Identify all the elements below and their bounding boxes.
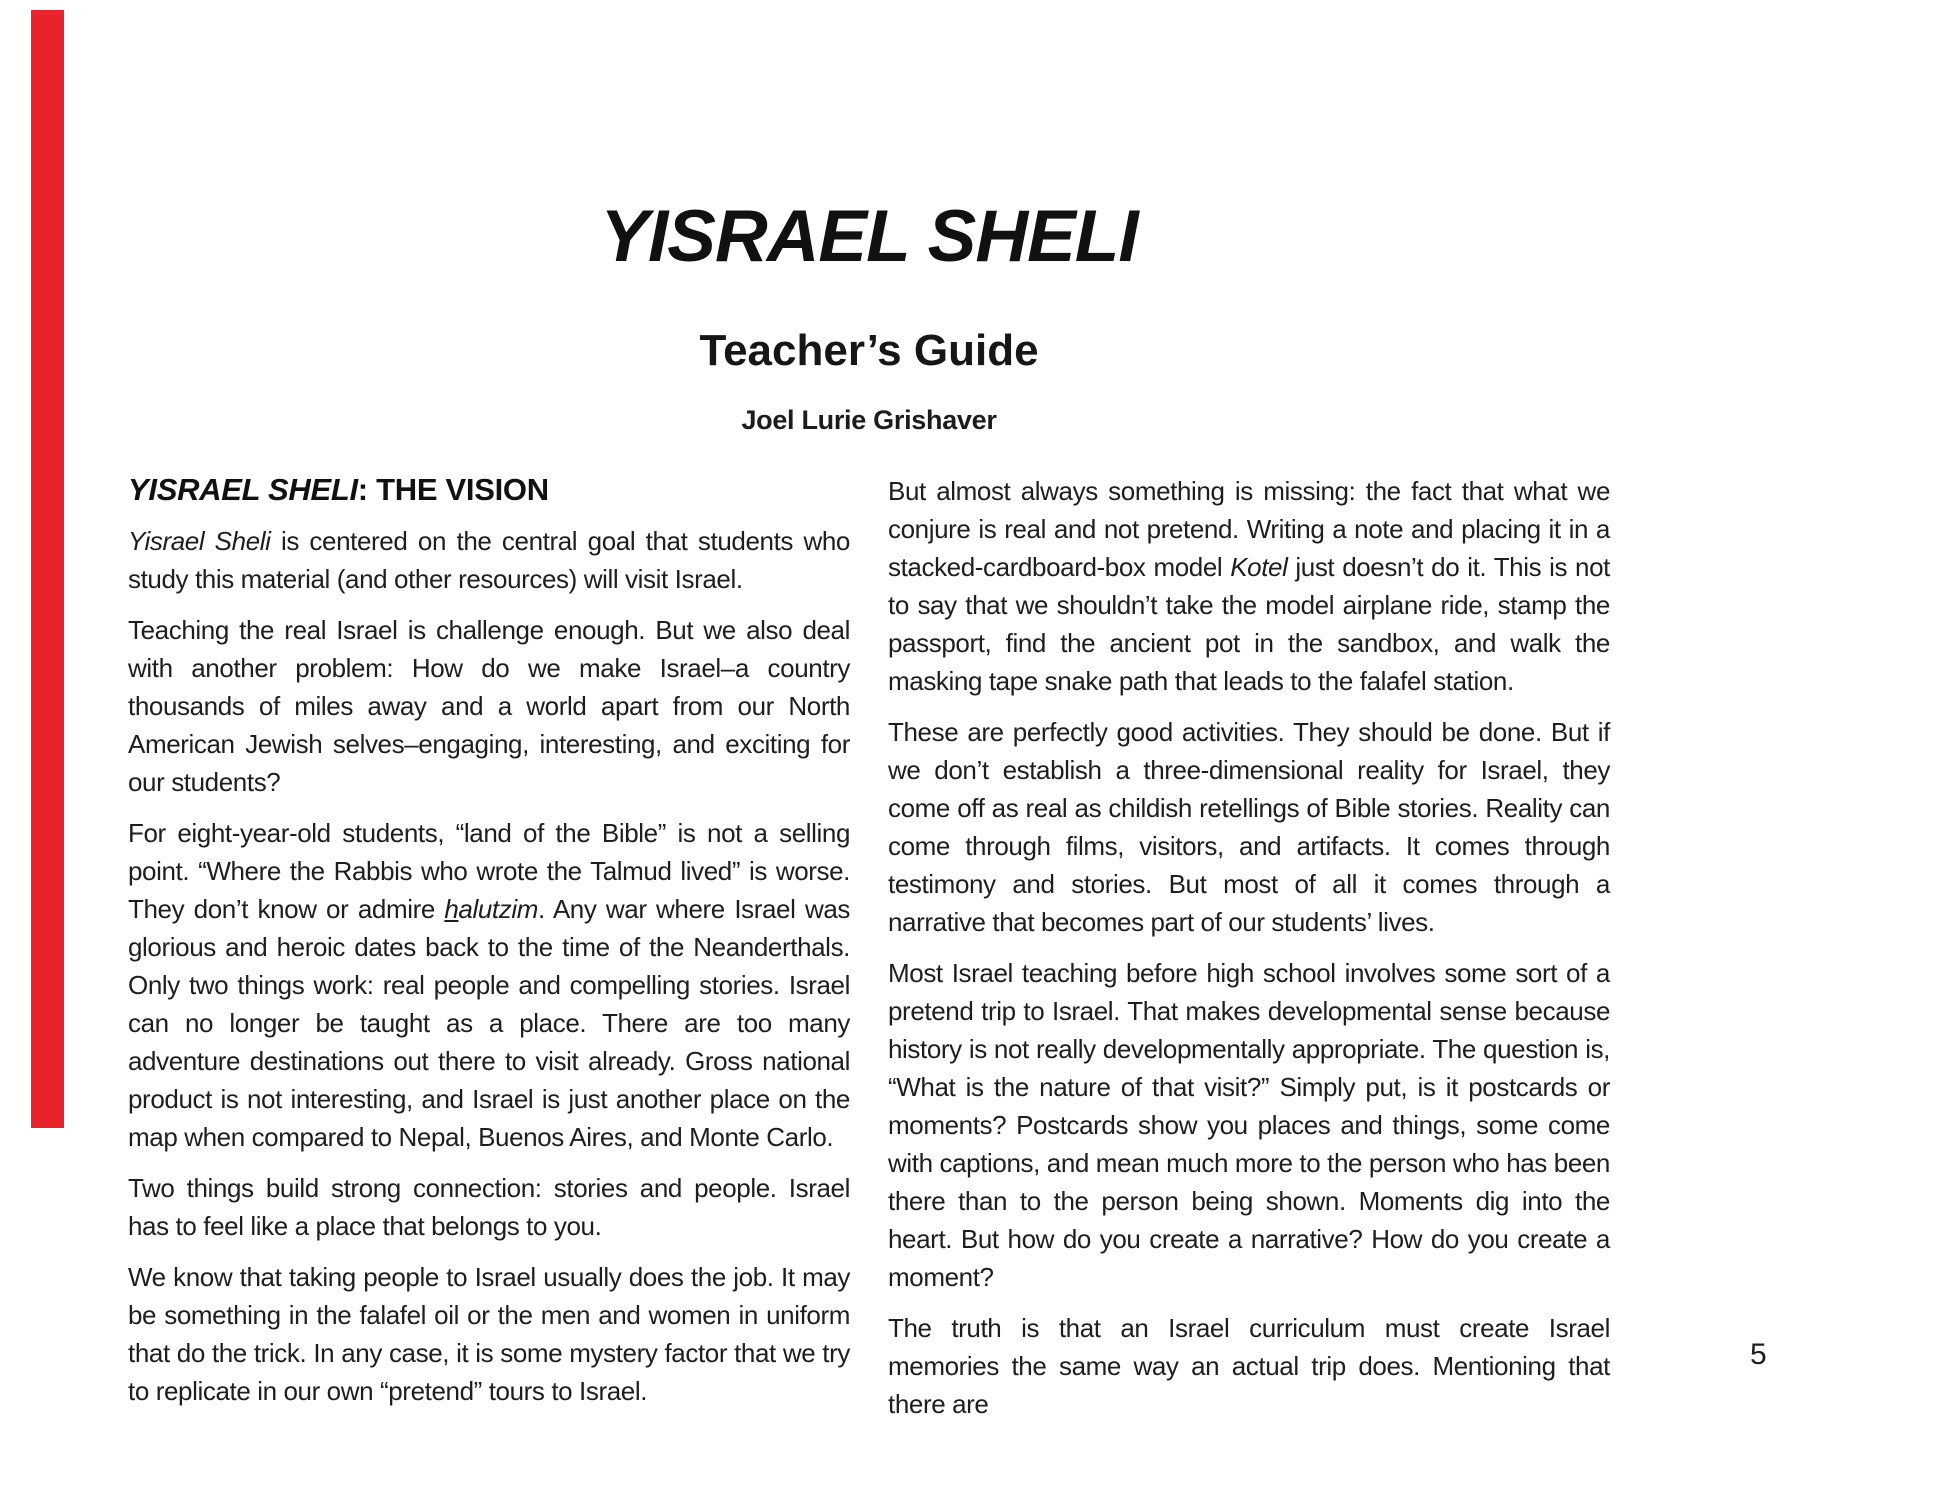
text-segment: h [444, 893, 459, 924]
two-column-text-area [128, 472, 1610, 1436]
paragraph [128, 1169, 850, 1245]
text-segment: . Any war where Israel was glorious and heroic dates back to the time of the Neanderthals. Only two things work: real people and compelling stories. Israel can no longer be taught as a place. There are too many adventure destinations out there to visit already. Gross national product is not interesting, and Israel is just another place on the map when compared to Nepal, Buenos Aires, and Monte Carlo. [128, 893, 850, 1152]
text-segment: Teaching the real Israel is challenge enough. But we also deal with another problem: How do we make Israel–a country thousands of miles away and a world apart from our North American Jewish selves–engaging, interesting, and exciting for our students? [128, 614, 850, 797]
left-column [128, 472, 850, 1436]
paragraph [888, 954, 1610, 1296]
text-segment: Two things build strong connection: stories and people. Israel has to feel like a place that belongs to you. [128, 1172, 850, 1241]
section-heading [128, 472, 850, 508]
text-segment: But almost always something is missing: the fact that what we conjure is real and not pretend. Writing a note and placing it in a stacked-cardboard-box model [888, 476, 1610, 582]
text-segment: Yisrael Sheli [128, 525, 271, 556]
text-segment: Most Israel teaching before high school involves some sort of a pretend trip to Israel. That makes developmental sense because history is not really developmentally appropriate. The question is, “What is the nature of that visit?” Simply put, is it postcards or moments? Postcards show you places and things, some come with captions, and mean much more to the person who has been there than to the person being shown. Moments dig into the heart. But how do you create a narrative? How do you create a moment? [888, 958, 1610, 1292]
text-segment: The truth is that an Israel curriculum must create Israel memories the same way an actual trip does. Mentioning that there are [888, 1313, 1610, 1419]
paragraph [888, 1309, 1610, 1423]
text-segment: These are perfectly good activities. They should be done. But if we don’t establish a three-dimensional reality for Israel, they come off as real as childish retellings of Bible stories. Reality can come through films, visitors, and artifacts. It comes through testimony and stories. But most of all it comes through a narrative that becomes part of our students’ lives. [888, 717, 1610, 937]
text-segment: We know that taking people to Israel usually does the job. It may be something in the falafel oil or the men and women in uniform that do the trick. In any case, it is some mystery factor that we try to replicate in our own “pretend” tours to Israel. [128, 1261, 850, 1406]
right-column-paragraphs [888, 472, 1610, 1423]
text-segment: YISRAEL SHELI [128, 472, 358, 507]
text-segment: just doesn’t do it. This is not to say that we shouldn’t take the model airplane ride, stamp the passport, find the ancient pot in the sandbox, and walk the masking tape snake path that leads to the falafel station. [888, 552, 1610, 696]
paragraph [128, 1258, 850, 1410]
text-segment: For eight-year-old students, “land of the Bible” is not a selling point. “Where the Rabbis who wrote the Talmud lived” is worse. They don’t know or admire [128, 817, 850, 924]
text-segment: alutzim [458, 893, 538, 924]
left-column-paragraphs [128, 522, 850, 1410]
paragraph [888, 713, 1610, 941]
red-edge-tab [31, 10, 64, 1128]
paragraph [888, 472, 1610, 700]
text-segment: is centered on the central goal that students who study this material (and other resources) will visit Israel. [128, 525, 850, 594]
page-author: Joel Lurie Grishaver [741, 405, 997, 435]
page-title: YISRAEL SHELI [600, 196, 1138, 277]
paragraph [128, 522, 850, 598]
page-number: 5 [1750, 1338, 1767, 1371]
page-subtitle: Teacher’s Guide [699, 326, 1039, 375]
paragraph [128, 814, 850, 1156]
text-segment: Kotel [1230, 552, 1288, 582]
paragraph [128, 611, 850, 801]
text-segment: : THE VISION [357, 472, 549, 507]
right-column [888, 472, 1610, 1436]
